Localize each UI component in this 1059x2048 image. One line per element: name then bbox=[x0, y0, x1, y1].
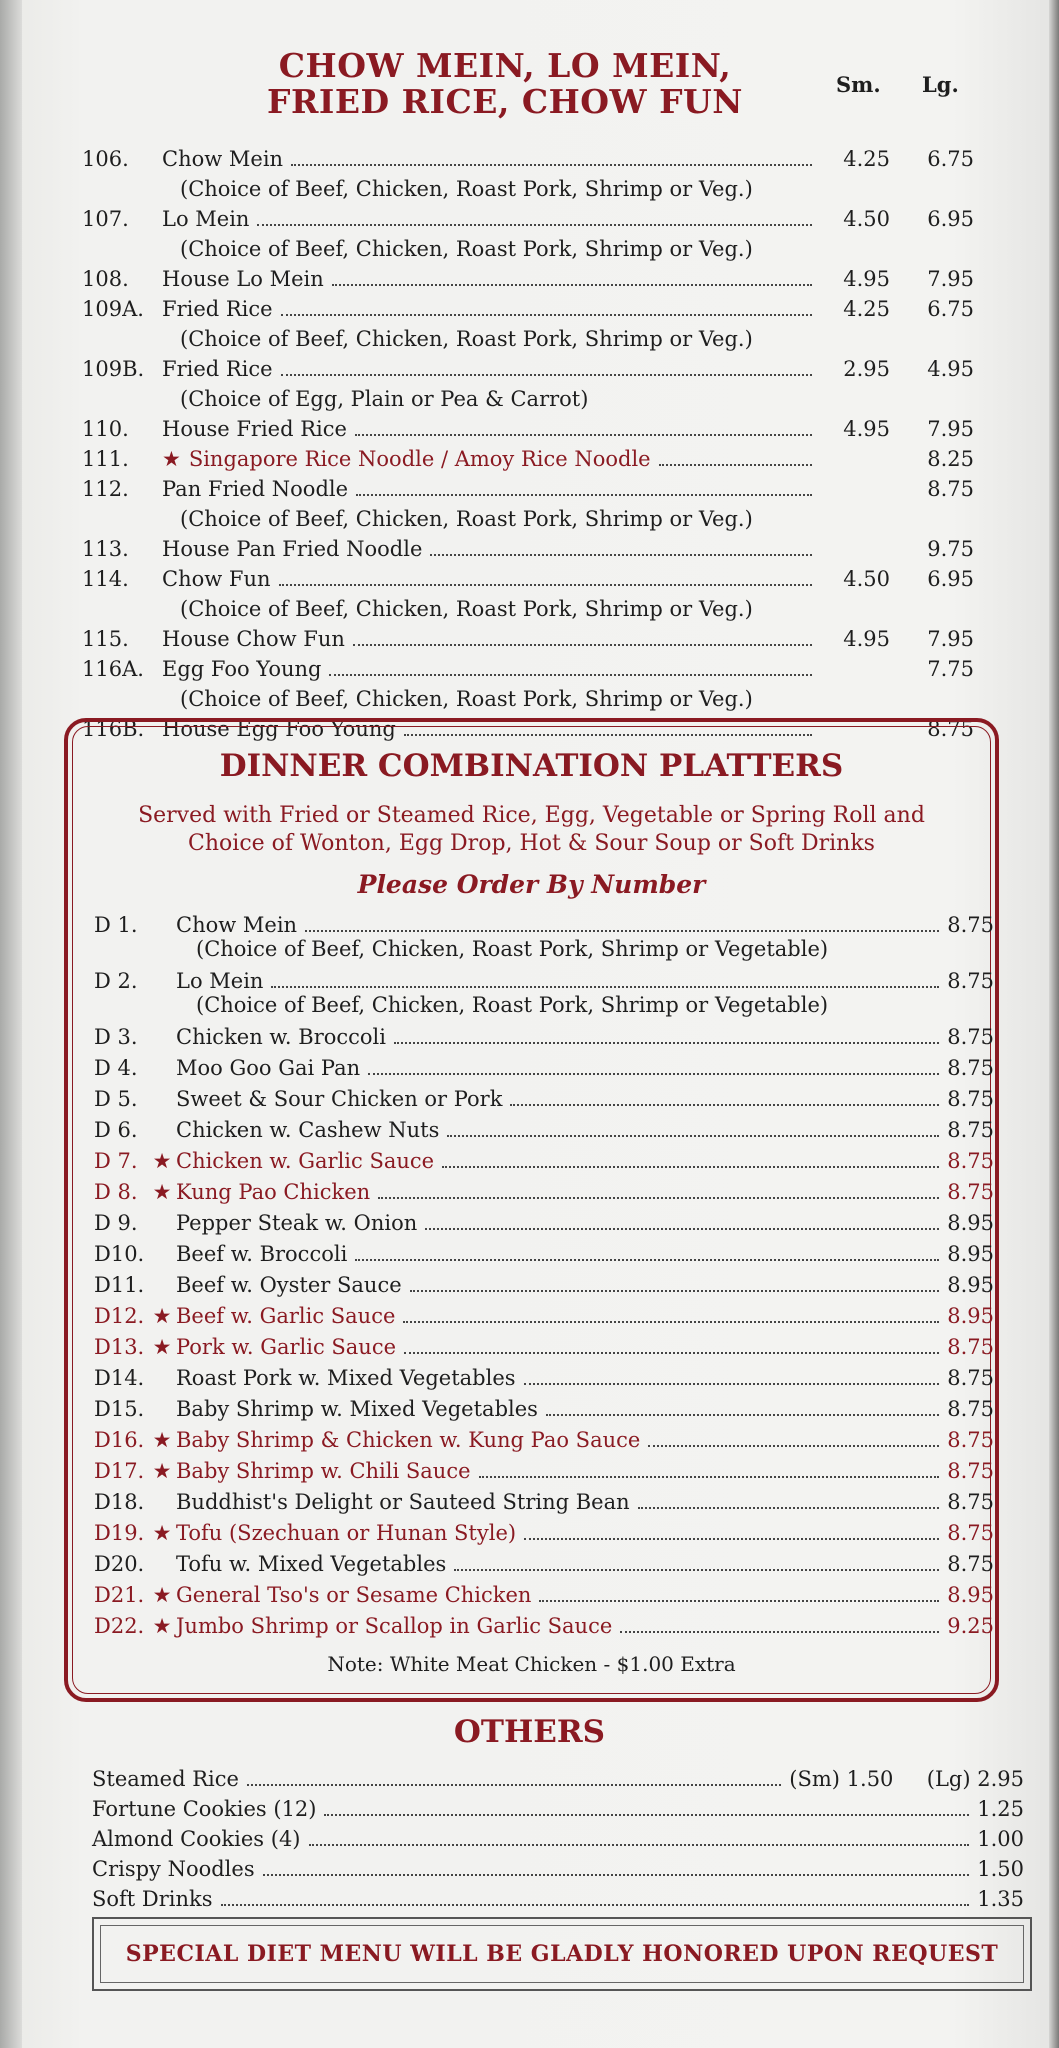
combo-price: 8.75 bbox=[947, 1180, 994, 1204]
combo-name: Jumbo Shrimp or Scallop in Garlic Sauce bbox=[176, 1614, 613, 1638]
dot-leader bbox=[454, 1569, 939, 1571]
item-price bbox=[820, 266, 974, 292]
others-price: 1.50 bbox=[977, 1857, 1024, 1881]
combo-name: Tofu (Szechuan or Hunan Style) bbox=[176, 1521, 517, 1545]
item-price bbox=[820, 206, 974, 232]
others-name: Steamed Rice bbox=[92, 1767, 239, 1791]
section-title-line2: FRIED RICE, CHOW FUN bbox=[267, 82, 743, 121]
dot-leader bbox=[378, 1197, 939, 1199]
dot-leader bbox=[447, 1135, 939, 1137]
item-name-text: Fried Rice bbox=[162, 357, 273, 381]
combo-name: Chicken w. Cashew Nuts bbox=[176, 1118, 440, 1142]
others-name: Soft Drinks bbox=[92, 1887, 213, 1911]
combo-item-row bbox=[94, 1086, 994, 1112]
item-name-text: Singapore Rice Noodle / Amoy Rice Noodle bbox=[188, 447, 651, 471]
menu-item-row bbox=[82, 656, 974, 682]
combo-name: Sweet & Sour Chicken or Pork bbox=[176, 1087, 503, 1111]
dot-leader bbox=[539, 1600, 939, 1602]
menu-item-row bbox=[82, 266, 974, 292]
section-title-line1: CHOW MEIN, LO MEIN, bbox=[278, 46, 732, 85]
price-large: 6.75 bbox=[927, 147, 974, 171]
others-price: (Sm) 1.50 (Lg) 2.95 bbox=[789, 1767, 1024, 1791]
combo-item-row bbox=[94, 1582, 994, 1608]
price-large: 7.95 bbox=[927, 267, 974, 291]
column-header-small: Sm. bbox=[836, 72, 881, 97]
price-large: 8.75 bbox=[927, 717, 974, 741]
dot-leader bbox=[281, 374, 812, 376]
others-item-row bbox=[92, 1826, 1024, 1852]
price-large: 7.95 bbox=[927, 627, 974, 651]
combo-price: 8.75 bbox=[947, 1521, 994, 1545]
star-icon: ★ bbox=[162, 447, 181, 471]
combo-name: Lo Mein bbox=[176, 969, 264, 993]
price-large: 7.95 bbox=[927, 417, 974, 441]
star-icon: ★ bbox=[152, 1149, 172, 1173]
menu-item-row bbox=[82, 476, 974, 502]
others-name: Almond Cookies (4) bbox=[92, 1827, 301, 1851]
price-small: 4.25 bbox=[843, 147, 890, 171]
item-choice-note: (Choice of Beef, Chicken, Roast Pork, Shrimp or Veg.) bbox=[180, 687, 753, 711]
combo-item-row bbox=[94, 1241, 994, 1267]
item-name bbox=[162, 626, 345, 652]
dot-leader bbox=[353, 644, 812, 646]
dot-leader bbox=[368, 1073, 939, 1075]
dot-leader bbox=[620, 1631, 939, 1633]
item-choice-note: (Choice of Beef, Chicken, Roast Pork, Shrimp or Veg.) bbox=[180, 507, 753, 531]
others-name: Crispy Noodles bbox=[92, 1857, 255, 1881]
combo-name: Kung Pao Chicken bbox=[176, 1180, 371, 1204]
dot-leader bbox=[221, 1904, 970, 1906]
combo-name: Pork w. Garlic Sauce bbox=[176, 1335, 397, 1359]
item-price bbox=[820, 356, 974, 382]
item-number: 109A. bbox=[82, 297, 144, 321]
item-price bbox=[820, 296, 974, 322]
item-number: 107. bbox=[82, 207, 129, 231]
others-item-row bbox=[92, 1856, 1024, 1882]
dot-leader bbox=[442, 1166, 939, 1168]
combo-number: D18. bbox=[94, 1490, 145, 1514]
item-name bbox=[162, 146, 283, 172]
item-number: 110. bbox=[82, 417, 129, 441]
item-price bbox=[820, 536, 974, 562]
item-number: 112. bbox=[82, 477, 129, 501]
combo-name: Baby Shrimp w. Chili Sauce bbox=[176, 1459, 471, 1483]
price-small: 4.50 bbox=[843, 567, 890, 591]
dot-leader bbox=[355, 1259, 939, 1261]
item-price bbox=[820, 656, 974, 682]
item-name bbox=[162, 446, 651, 472]
combo-name: General Tso's or Sesame Chicken bbox=[176, 1583, 532, 1607]
item-number: 116A. bbox=[82, 657, 144, 681]
combo-number: D11. bbox=[94, 1273, 145, 1297]
combo-item-row bbox=[94, 1365, 994, 1391]
price-small: 4.95 bbox=[843, 627, 890, 651]
combo-number: D 2. bbox=[94, 969, 138, 993]
price-large: 4.95 bbox=[927, 357, 974, 381]
price-large: 6.75 bbox=[927, 297, 974, 321]
combo-price: 8.75 bbox=[947, 1366, 994, 1390]
item-number: 108. bbox=[82, 267, 129, 291]
item-choice-note: (Choice of Beef, Chicken, Roast Pork, Shrimp or Veg.) bbox=[180, 327, 753, 351]
menu-item-row bbox=[82, 446, 974, 472]
item-name bbox=[162, 206, 249, 232]
price-large: 6.95 bbox=[927, 207, 974, 231]
combo-item-row bbox=[94, 1458, 994, 1484]
dot-leader bbox=[394, 1042, 939, 1044]
combo-number: D17. bbox=[94, 1459, 145, 1483]
combo-item-row bbox=[94, 1024, 994, 1050]
dot-leader bbox=[309, 1844, 970, 1846]
star-icon: ★ bbox=[152, 1459, 172, 1483]
dot-leader bbox=[305, 930, 939, 932]
combo-name: Baby Shrimp & Chicken w. Kung Pao Sauce bbox=[176, 1428, 641, 1452]
item-number: 114. bbox=[82, 567, 129, 591]
combo-price: 8.95 bbox=[947, 1583, 994, 1607]
order-by-number-note: Please Order By Number bbox=[357, 870, 706, 899]
combo-name: Moo Goo Gai Pan bbox=[176, 1056, 361, 1080]
combo-name: Tofu w. Mixed Vegetables bbox=[176, 1552, 447, 1576]
star-icon: ★ bbox=[152, 1614, 172, 1638]
star-icon: ★ bbox=[152, 1521, 172, 1545]
item-name bbox=[162, 296, 273, 322]
combo-price: 8.75 bbox=[947, 1025, 994, 1049]
combo-price: 8.95 bbox=[947, 1242, 994, 1266]
dot-leader bbox=[546, 1414, 939, 1416]
combo-item-row bbox=[94, 1210, 994, 1236]
price-small: 4.95 bbox=[843, 267, 890, 291]
star-icon: ★ bbox=[152, 1428, 172, 1452]
combo-price: 8.95 bbox=[947, 1304, 994, 1328]
dot-leader bbox=[324, 1814, 969, 1816]
combo-number: D16. bbox=[94, 1428, 145, 1452]
combo-item-row bbox=[94, 1303, 994, 1329]
item-number: 115. bbox=[82, 627, 129, 651]
price-large: 8.25 bbox=[927, 447, 974, 471]
combo-number: D22. bbox=[94, 1614, 145, 1638]
price-small: 4.25 bbox=[843, 297, 890, 321]
combo-number: D13. bbox=[94, 1335, 145, 1359]
combo-price: 8.75 bbox=[947, 1056, 994, 1080]
combo-title: DINNER COMBINATION PLATTERS bbox=[219, 748, 844, 784]
item-price bbox=[820, 566, 974, 592]
item-name bbox=[162, 656, 321, 682]
item-name-text: Pan Fried Noodle bbox=[162, 477, 349, 501]
combo-price: 8.75 bbox=[947, 1397, 994, 1421]
combo-item-row bbox=[94, 1520, 994, 1546]
dot-leader bbox=[332, 284, 812, 286]
combo-price: 9.25 bbox=[947, 1614, 994, 1638]
item-name bbox=[162, 536, 422, 562]
combo-name: Baby Shrimp w. Mixed Vegetables bbox=[176, 1397, 538, 1421]
combo-item-row bbox=[94, 1489, 994, 1515]
dot-leader bbox=[403, 1321, 939, 1323]
combo-number: D 5. bbox=[94, 1087, 138, 1111]
combo-number: D21. bbox=[94, 1583, 145, 1607]
others-price: 1.35 bbox=[977, 1887, 1024, 1911]
item-number: 113. bbox=[82, 537, 129, 561]
dot-leader bbox=[356, 494, 812, 496]
item-price bbox=[820, 476, 974, 502]
dot-leader bbox=[279, 584, 812, 586]
item-name-text: House Egg Foo Young bbox=[162, 717, 396, 741]
dot-leader bbox=[271, 986, 939, 988]
dot-leader bbox=[410, 1290, 940, 1292]
others-item-row bbox=[92, 1766, 1024, 1792]
combo-name: Beef w. Oyster Sauce bbox=[176, 1273, 402, 1297]
combo-item-row bbox=[94, 1396, 994, 1422]
combo-name: Chicken w. Garlic Sauce bbox=[176, 1149, 435, 1173]
combo-item-row bbox=[94, 1272, 994, 1298]
menu-item-row bbox=[82, 296, 974, 322]
dot-leader bbox=[281, 314, 812, 316]
item-name bbox=[162, 476, 348, 502]
combo-item-row bbox=[94, 1179, 994, 1205]
dot-leader bbox=[355, 434, 812, 436]
others-price: 1.00 bbox=[977, 1827, 1024, 1851]
combo-number: D19. bbox=[94, 1521, 145, 1545]
menu-item-row bbox=[82, 416, 974, 442]
combo-item-row bbox=[94, 1117, 994, 1143]
price-large: 7.75 bbox=[927, 657, 974, 681]
item-name-text: Egg Foo Young bbox=[162, 657, 322, 681]
combo-number: D 3. bbox=[94, 1025, 138, 1049]
star-icon: ★ bbox=[152, 1180, 172, 1204]
combo-number: D12. bbox=[94, 1304, 145, 1328]
others-item-row bbox=[92, 1886, 1024, 1912]
combo-item-row bbox=[94, 968, 994, 994]
item-name-text: Lo Mein bbox=[162, 207, 250, 231]
combo-name: Roast Pork w. Mixed Vegetables bbox=[176, 1366, 516, 1390]
item-choice-note: (Choice of Beef, Chicken, Roast Pork, Shrimp or Veg.) bbox=[180, 237, 753, 261]
combo-number: D 1. bbox=[94, 913, 138, 937]
combo-item-row bbox=[94, 1148, 994, 1174]
price-small: 4.95 bbox=[843, 417, 890, 441]
special-diet-banner: SPECIAL DIET MENU WILL BE GLADLY HONORED UPON REQUEST bbox=[100, 1925, 1024, 1983]
combo-number: D 7. bbox=[94, 1149, 138, 1173]
dot-leader bbox=[247, 1784, 781, 1786]
menu-item-row bbox=[82, 356, 974, 382]
price-large: 8.75 bbox=[927, 477, 974, 501]
price-large: 9.75 bbox=[927, 537, 974, 561]
combo-price: 8.75 bbox=[947, 969, 994, 993]
combo-price: 8.75 bbox=[947, 1087, 994, 1111]
combo-name: Chow Mein bbox=[176, 913, 298, 937]
price-small: 4.50 bbox=[843, 207, 890, 231]
combo-number: D 9. bbox=[94, 1211, 138, 1235]
combo-price: 8.95 bbox=[947, 1211, 994, 1235]
dot-leader bbox=[524, 1383, 940, 1385]
item-name-text: House Fried Rice bbox=[162, 417, 347, 441]
combo-item-row bbox=[94, 1613, 994, 1639]
combo-price: 8.75 bbox=[947, 913, 994, 937]
star-icon: ★ bbox=[152, 1335, 172, 1359]
combo-item-row bbox=[94, 1334, 994, 1360]
item-name-text: House Pan Fried Noodle bbox=[162, 537, 423, 561]
dot-leader bbox=[524, 1538, 939, 1540]
combo-number: D15. bbox=[94, 1397, 145, 1421]
dot-leader bbox=[638, 1507, 940, 1509]
price-large: 6.95 bbox=[927, 567, 974, 591]
star-icon: ★ bbox=[152, 1304, 172, 1328]
dot-leader bbox=[257, 224, 812, 226]
item-name-text: House Chow Fun bbox=[162, 627, 345, 651]
dot-leader bbox=[648, 1445, 939, 1447]
combo-number: D 4. bbox=[94, 1056, 138, 1080]
item-number: 106. bbox=[82, 147, 129, 171]
menu-item-row bbox=[82, 146, 974, 172]
dot-leader bbox=[404, 1352, 939, 1354]
item-name-text: Chow Mein bbox=[162, 147, 284, 171]
item-choice-note: (Choice of Beef, Chicken, Roast Pork, Shrimp or Veg.) bbox=[180, 597, 753, 621]
combo-item-row bbox=[94, 1427, 994, 1453]
combo-number: D14. bbox=[94, 1366, 145, 1390]
item-name-text: Fried Rice bbox=[162, 297, 273, 321]
combo-price: 8.95 bbox=[947, 1273, 994, 1297]
combo-price: 8.75 bbox=[947, 1149, 994, 1173]
combo-item-row bbox=[94, 1055, 994, 1081]
item-price bbox=[820, 446, 974, 472]
item-name bbox=[162, 266, 324, 292]
combo-price: 8.75 bbox=[947, 1335, 994, 1359]
item-price bbox=[820, 626, 974, 652]
combo-number: D 8. bbox=[94, 1180, 138, 1204]
others-name: Fortune Cookies (12) bbox=[92, 1797, 317, 1821]
price-small: 2.95 bbox=[843, 357, 890, 381]
menu-item-row bbox=[82, 626, 974, 652]
combo-choice-note: (Choice of Beef, Chicken, Roast Pork, Shrimp or Vegetable) bbox=[196, 937, 829, 961]
dot-leader bbox=[291, 164, 812, 166]
combo-item-row bbox=[94, 912, 994, 938]
star-icon: ★ bbox=[152, 1583, 172, 1607]
item-number: 116B. bbox=[82, 717, 145, 741]
menu-item-row bbox=[82, 566, 974, 592]
dot-leader bbox=[329, 674, 812, 676]
others-price: 1.25 bbox=[977, 1797, 1024, 1821]
item-price bbox=[820, 146, 974, 172]
combo-name: Pepper Steak w. Onion bbox=[176, 1211, 418, 1235]
dot-leader bbox=[263, 1874, 970, 1876]
combo-name: Chicken w. Broccoli bbox=[176, 1025, 386, 1049]
combo-description-line1: Served with Fried or Steamed Rice, Egg, Vegetable or Spring Roll and bbox=[138, 803, 925, 828]
combo-item-row bbox=[94, 1551, 994, 1577]
combo-name: Beef w. Garlic Sauce bbox=[176, 1304, 396, 1328]
item-number: 111. bbox=[82, 447, 129, 471]
others-item-row bbox=[92, 1796, 1024, 1822]
dot-leader bbox=[510, 1104, 939, 1106]
menu-item-row bbox=[82, 206, 974, 232]
item-choice-note: (Choice of Egg, Plain or Pea & Carrot) bbox=[180, 387, 589, 411]
item-name bbox=[162, 356, 273, 382]
menu-item-row bbox=[82, 536, 974, 562]
combo-number: D10. bbox=[94, 1242, 145, 1266]
combo-name: Buddhist's Delight or Sauteed String Bean bbox=[176, 1490, 630, 1514]
combo-price: 8.75 bbox=[947, 1428, 994, 1452]
combo-number: D20. bbox=[94, 1552, 145, 1576]
item-number: 109B. bbox=[82, 357, 145, 381]
item-name-text: House Lo Mein bbox=[162, 267, 324, 291]
column-header-large: Lg. bbox=[922, 72, 959, 97]
combo-price: 8.75 bbox=[947, 1490, 994, 1514]
item-name bbox=[162, 566, 271, 592]
dot-leader bbox=[659, 464, 812, 466]
combo-number: D 6. bbox=[94, 1118, 138, 1142]
dot-leader bbox=[425, 1228, 939, 1230]
combo-price: 8.75 bbox=[947, 1459, 994, 1483]
white-meat-note: Note: White Meat Chicken - $1.00 Extra bbox=[327, 1652, 736, 1676]
item-name bbox=[162, 416, 347, 442]
item-choice-note: (Choice of Beef, Chicken, Roast Pork, Shrimp or Veg.) bbox=[180, 177, 753, 201]
dot-leader bbox=[430, 554, 812, 556]
item-name-text: Chow Fun bbox=[162, 567, 271, 591]
combo-description-line2: Choice of Wonton, Egg Drop, Hot & Sour Soup or Soft Drinks bbox=[188, 831, 875, 856]
others-title: OTHERS bbox=[453, 1714, 606, 1750]
combo-choice-note: (Choice of Beef, Chicken, Roast Pork, Shrimp or Vegetable) bbox=[196, 993, 829, 1017]
dot-leader bbox=[479, 1476, 940, 1478]
combo-price: 8.75 bbox=[947, 1118, 994, 1142]
combo-price: 8.75 bbox=[947, 1552, 994, 1576]
combo-name: Beef w. Broccoli bbox=[176, 1242, 348, 1266]
item-price bbox=[820, 416, 974, 442]
